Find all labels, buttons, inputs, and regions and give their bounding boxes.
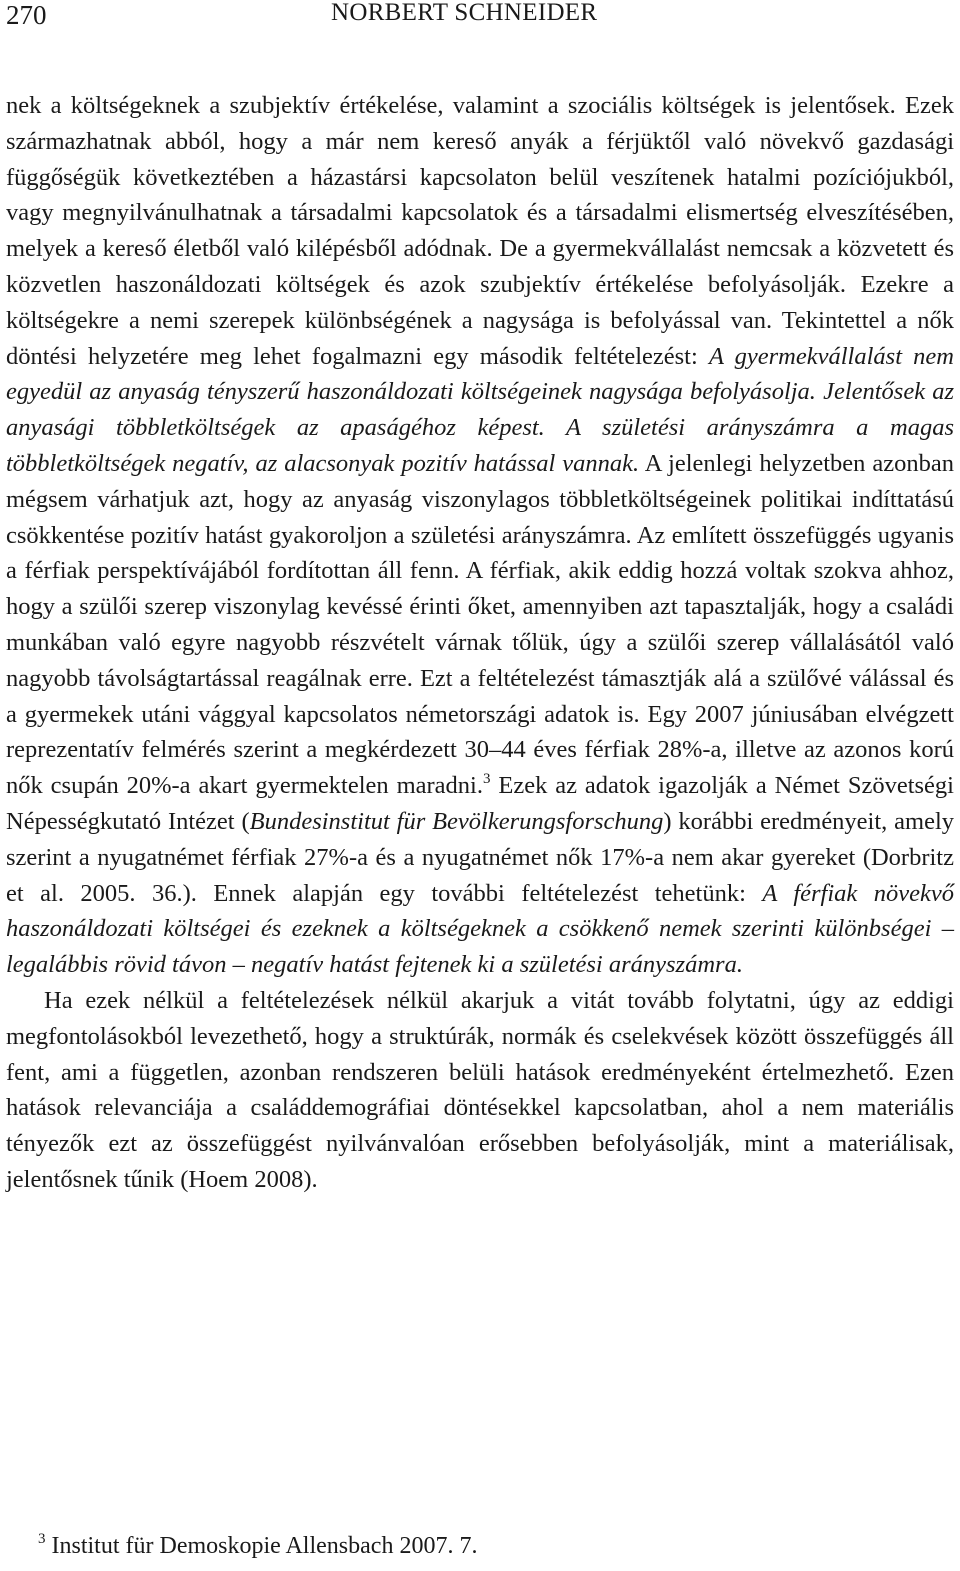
hypothesis-3: A férfiak növekvő haszonáldozati költségei és ezeknek a költségeknek a csökkenő nemek szerinti különbségei – legalábbis rövid távon – negatív hatást fejtenek ki a születési arányszámra. xyxy=(6,879,954,979)
body-text xyxy=(6,88,954,1198)
paragraph-1-text-a: nek a költségeknek a szubjektív értékelése, valamint a szociális költségek is jelentősek. Ezek származhatnak abból, hogy a már nem kereső anyák a férjüktől való növekvő gazdasági függőségük következtében a házastársi kapcsolaton belül veszítenek hatalmi pozíciójukból, vagy megnyilvánulhatnak a társadalmi kapcsolatok és a társadalmi elismertség elveszítésében, melyek a kereső életből való kilépésből adódnak. De a gyermekvállalást nemcsak a közvetett és közvetlen haszonáldozati költségek és azok szubjektív értékelése befolyásolják. Ezekre a költségekre a nemi szerepek különbségének a nagysága is befolyással van. Tekintettel a nők döntési helyzetére meg lehet fogalmazni egy második feltételezést: xyxy=(6,92,954,370)
paragraph-2: Ha ezek nélkül a feltételezések nélkül akarjuk a vitát tovább folytatni, úgy az eddigi megfontolásokból levezethető, hogy a struktúrák, normák és cselekvések között összefüggés áll fent, ami a független, azonban rendszeren belüli hatások eredményeként értelmezhető. Ezen hatások relevanciája a családdemográfiai döntésekkel kapcsolatban, ahol a nem materiális tényezők ezt az összefüggést nyilvánvalóan erősebben befolyásolják, mint a materiálisak, jelentősnek tűnik (Hoem 2008). xyxy=(6,986,954,1193)
page-number: 270 xyxy=(6,0,47,30)
page-header xyxy=(0,0,960,40)
paragraph-1-text-c: Ezek az adatok igazolják a Német Szövetségi Népességkutató Intézet ( xyxy=(6,772,954,835)
footnote-reference: 3 xyxy=(482,771,491,788)
footnote-text: Institut für Demoskopie Allensbach 2007. 7. xyxy=(51,1533,478,1559)
footnote xyxy=(38,1531,477,1561)
paragraph-1-text-d: ) korábbi eredményeit, amely szerint a nyugatnémet férfiak 27%-a és a nyugatnémet nők 17%-a nem akar gyereket (Dorbritz et al. 2005. 36.). Ennek alapján egy további feltételezést tehetünk: xyxy=(6,807,955,907)
hypothesis-2: A gyermekvállalást nem egyedül az anyaság tényszerű haszonáldozati költségeinek nagysága befolyásolja. Jelentősek az anyasági többletköltségek az apaságéhoz képest. A születési arányszámra a magas többletköltségek negatív, az alacsonyak pozitív hatással vannak. xyxy=(6,342,954,477)
paragraph-1 xyxy=(6,88,954,983)
footnote-number: 3 xyxy=(38,1531,46,1547)
running-head: NORBERT SCHNEIDER xyxy=(331,0,598,26)
paragraph-1-text-b: A jelenlegi helyzetben azonban mégsem várhatjuk azt, hogy az anyaság viszonylagos többletköltségeinek politikai indíttatású csökkentése pozitív hatást gyakoroljon a születési arányszámra. Az említett összefüggés ugyanis a férfiak perspektívájából fordítottan áll fenn. A férfiak, akik eddig hozzá voltak szokva ahhoz, hogy a szülői szerep viszonylag kevéssé érinti őket, amennyiben azt tapasztalják, hogy a családi munkában való egyre nagyobb részvételt várnak tőlük, úgy a szülői szerep vállalásától való nagyobb távolságtartással reagálnak erre. Ezt a feltételezést támasztják alá a szülővé válással és a gyermekek utáni vággyal kapcsolatos németországi adatok is. Egy 2007 júniusában elvégzett reprezentatív felmérés szerint a megkérdezett 30–44 éves férfiak 28%-a, illetve az azonos korú nők csupán 20%-a akart gyermektelen maradni. xyxy=(6,449,954,800)
institute-name: Bundesinstitut für Bevölkerungsforschung xyxy=(249,807,664,835)
